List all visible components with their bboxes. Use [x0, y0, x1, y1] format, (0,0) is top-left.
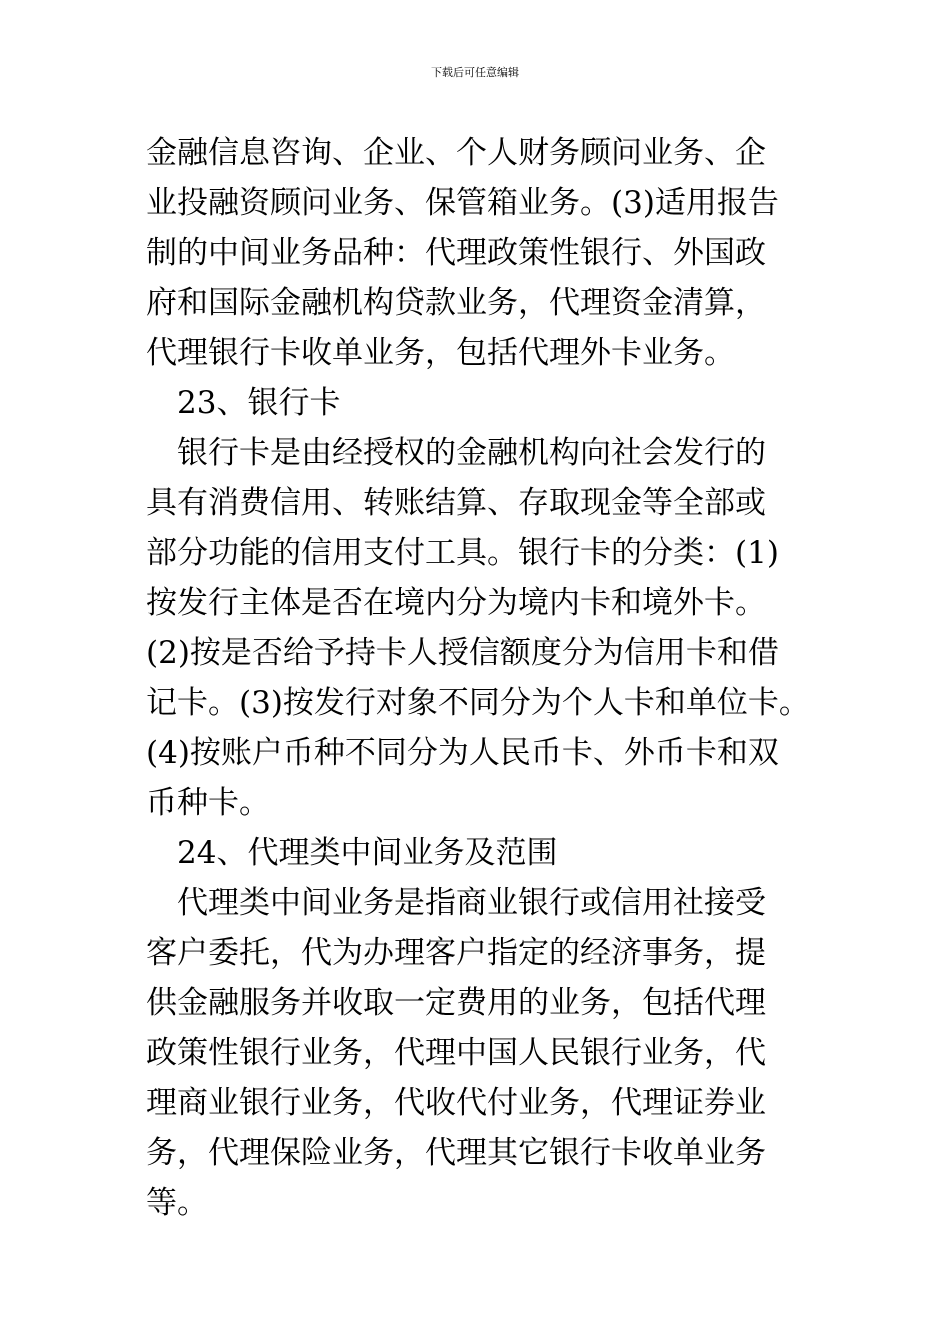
text-line: 代理银行卡收单业务，包括代理外卡业务。 [146, 335, 735, 371]
text-line: 金融信息咨询、企业、个人财务顾问业务、企 [146, 135, 766, 171]
page-header: 下载后可任意编辑 [431, 66, 519, 79]
text-line: (2)按是否给予持卡人授信额度分为信用卡和借 [146, 635, 779, 671]
text-line: 务，代理保险业务，代理其它银行卡收单业务 [146, 1135, 766, 1171]
text-line: 部分功能的信用支付工具。银行卡的分类：(1) [146, 535, 779, 571]
document-body [146, 128, 816, 1228]
text-line: 按发行主体是否在境内分为境内卡和境外卡。 [146, 585, 766, 621]
text-line: 代理类中间业务是指商业银行或信用社接受 [177, 885, 766, 921]
text-line: 币种卡。 [146, 785, 270, 821]
section-heading-agency-business: 24、代理类中间业务及范围 [177, 835, 558, 871]
text-line: 供金融服务并收取一定费用的业务，包括代理 [146, 985, 766, 1021]
text-line: 理商业银行业务，代收代付业务，代理证券业 [146, 1085, 766, 1121]
text-line: 具有消费信用、转账结算、存取现金等全部或 [146, 485, 766, 521]
text-line: 业投融资顾问业务、保管箱业务。(3)适用报告 [146, 185, 779, 221]
text-line: 府和国际金融机构贷款业务，代理资金清算， [146, 285, 766, 321]
text-line: 等。 [146, 1185, 208, 1221]
text-line: 制的中间业务品种：代理政策性银行、外国政 [146, 235, 766, 271]
text-line: (4)按账户币种不同分为人民币卡、外币卡和双 [146, 735, 779, 771]
text-line: 记卡。(3)按发行对象不同分为个人卡和单位卡。 [146, 685, 810, 721]
section-heading-bank-card: 23、银行卡 [177, 385, 341, 421]
text-line: 银行卡是由经授权的金融机构向社会发行的 [177, 435, 766, 471]
text-line: 政策性银行业务，代理中国人民银行业务，代 [146, 1035, 766, 1071]
text-line: 客户委托，代为办理客户指定的经济事务，提 [146, 935, 766, 971]
